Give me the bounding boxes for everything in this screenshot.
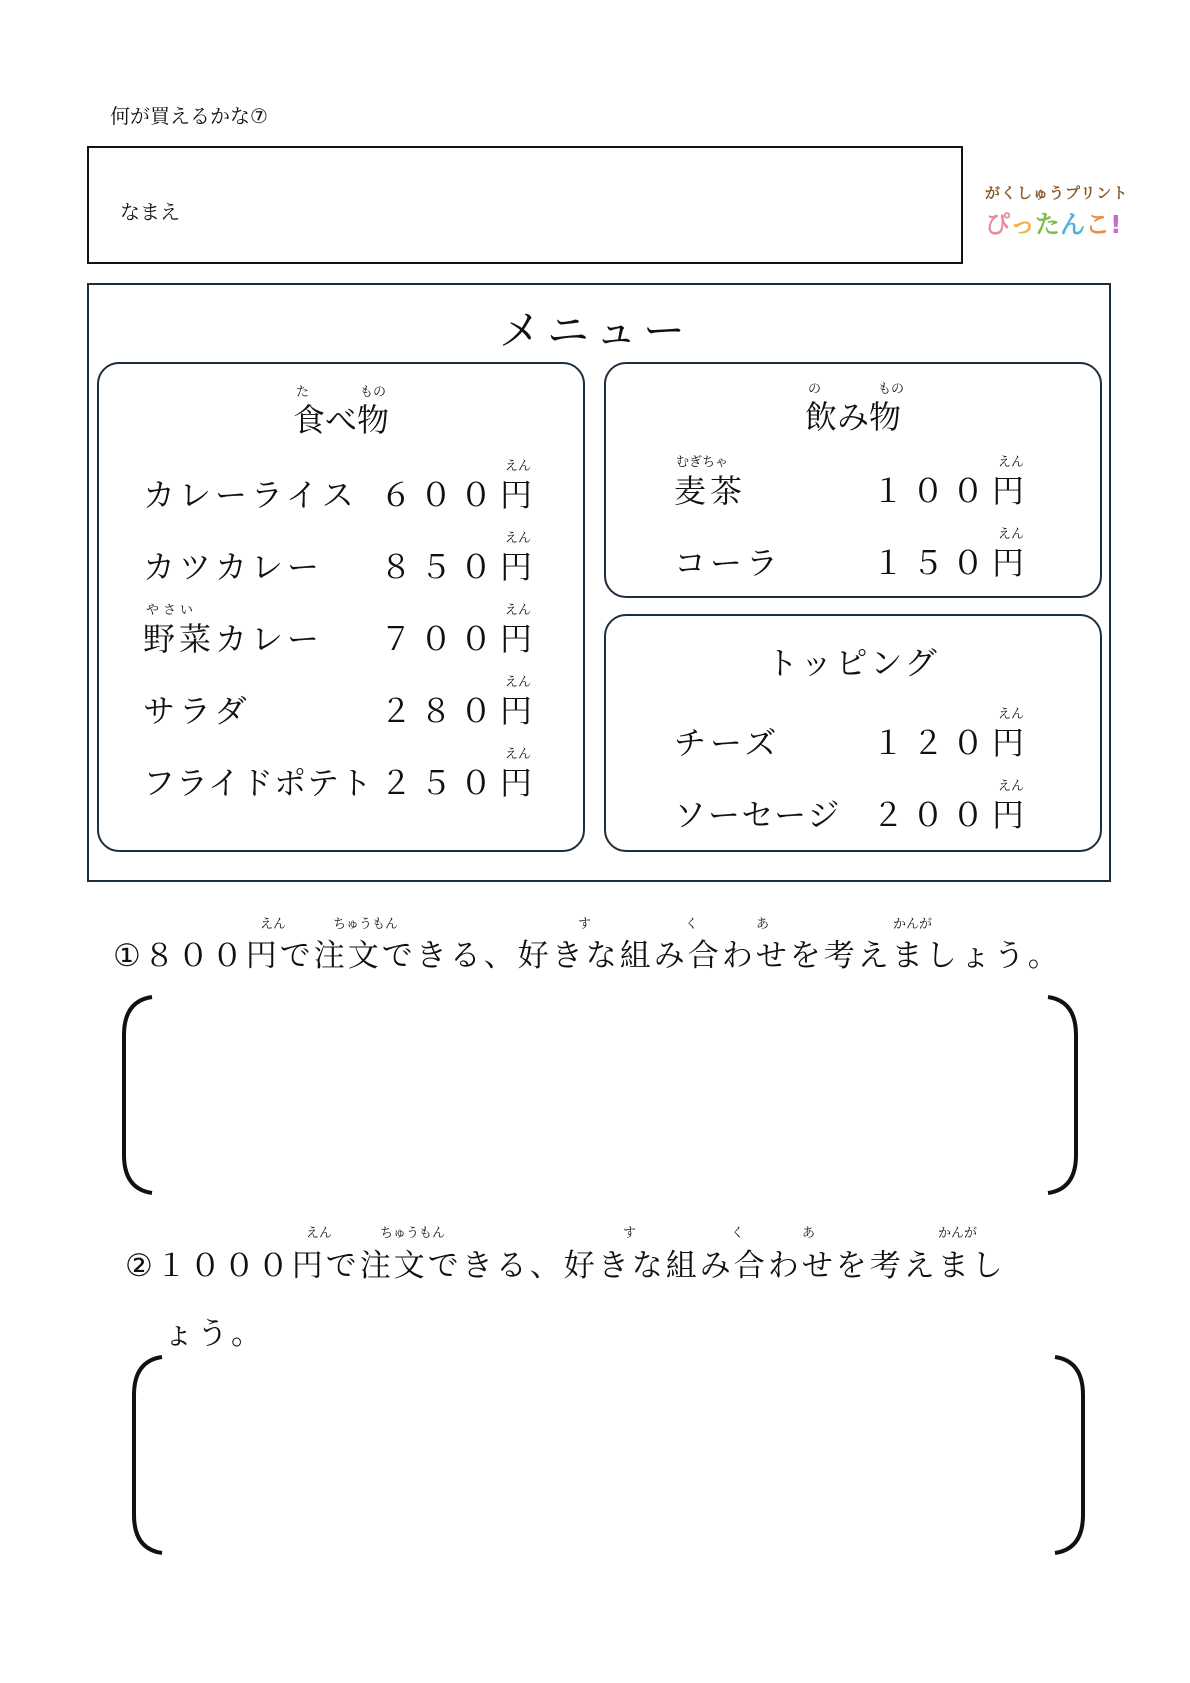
- price-ruby: えん: [998, 527, 1025, 542]
- question-2-ruby: す: [623, 1226, 637, 1241]
- logo-char: た: [1035, 210, 1061, 239]
- food-heading-ruby-ta: た: [296, 385, 310, 400]
- menu-title: メニュー: [498, 306, 691, 355]
- answer-1-left-bracket: [118, 995, 154, 1195]
- question-1-ruby: く: [685, 917, 699, 932]
- logo-char: っ: [1010, 210, 1036, 239]
- food-item-price: ２５０円: [380, 764, 541, 802]
- answer-2-right-bracket: [1053, 1355, 1089, 1555]
- drink-item-price: １００円: [872, 472, 1033, 510]
- price-ruby: えん: [998, 455, 1025, 470]
- drinks-heading: 飲み物: [804, 398, 901, 436]
- question-1-ruby: ちゅうもん: [333, 917, 399, 932]
- food-item-name: 野菜カレー: [143, 620, 324, 658]
- drink-item-price: １５０円: [872, 544, 1033, 582]
- answer-2-left-bracket: [128, 1355, 164, 1555]
- logo-char: !: [1110, 210, 1122, 239]
- food-item-name: サラダ: [143, 692, 251, 730]
- price-ruby: えん: [505, 531, 532, 546]
- topping-item-price: ２００円: [872, 796, 1033, 834]
- question-2-text-line-1: ②１０００円で注文できる、好きな組み合わせを考えまし: [125, 1248, 1006, 1284]
- answer-2-area[interactable]: [170, 1360, 1046, 1550]
- name-label: なまえ: [120, 200, 180, 224]
- question-1-ruby: えん: [260, 917, 287, 932]
- worksheet-title: 何が買えるかな⑦: [110, 104, 268, 128]
- food-item-price: ７００円: [380, 620, 541, 658]
- question-2-ruby: ちゅうもん: [380, 1226, 446, 1241]
- question-2-ruby: かんが: [938, 1226, 978, 1241]
- logo-char: ぴ: [985, 210, 1011, 239]
- name-box[interactable]: [87, 146, 963, 264]
- drink-item-name: コーラ: [674, 544, 783, 582]
- logo-char: ん: [1060, 210, 1086, 239]
- price-ruby: えん: [505, 459, 532, 474]
- food-item-price: ８５０円: [380, 548, 541, 586]
- drink-item-name-ruby: むぎちゃ: [676, 455, 729, 470]
- food-item-price: ６００円: [380, 476, 541, 514]
- food-heading-ruby-mono: もの: [360, 385, 387, 400]
- answer-1-area[interactable]: [160, 1000, 1040, 1190]
- topping-item-name: チーズ: [674, 724, 781, 762]
- drink-heading-ruby-no: の: [808, 382, 822, 397]
- topping-item-price: １２０円: [872, 724, 1033, 762]
- food-item-name: カツカレー: [143, 548, 324, 586]
- food-heading: 食べ物: [292, 401, 389, 439]
- logo: [985, 182, 1129, 246]
- question-2-text-line-2: ょう。: [163, 1316, 265, 1352]
- question-2-ruby: あ: [802, 1226, 816, 1241]
- toppings-heading: トッピング: [766, 644, 940, 682]
- answer-1-right-bracket: [1046, 995, 1082, 1195]
- price-ruby: えん: [505, 747, 532, 762]
- question-1-ruby: す: [578, 917, 592, 932]
- price-ruby: えん: [505, 603, 532, 618]
- question-1-ruby: あ: [756, 917, 770, 932]
- food-item-name: フライドポテト: [143, 764, 374, 802]
- drink-heading-ruby-mono: もの: [878, 382, 905, 397]
- price-ruby: えん: [998, 707, 1025, 722]
- food-item-name-ruby: やさい: [146, 603, 198, 618]
- logo-char: こ: [1085, 210, 1111, 239]
- question-1-text: ①８００円で注文できる、好きな組み合わせを考えましょう。: [113, 938, 1062, 974]
- logo-bottom-text: [985, 205, 1125, 241]
- food-item-name: カレーライス: [143, 476, 358, 514]
- food-item-price: ２８０円: [380, 692, 541, 730]
- drink-item-name: 麦茶: [674, 472, 747, 510]
- question-2-ruby: えん: [306, 1226, 333, 1241]
- topping-item-name: ソーセージ: [674, 796, 842, 834]
- question-2-ruby: く: [731, 1226, 745, 1241]
- question-1-ruby: かんが: [893, 917, 933, 932]
- price-ruby: えん: [505, 675, 532, 690]
- logo-top-text: がくしゅうプリント: [985, 184, 1129, 202]
- price-ruby: えん: [998, 779, 1025, 794]
